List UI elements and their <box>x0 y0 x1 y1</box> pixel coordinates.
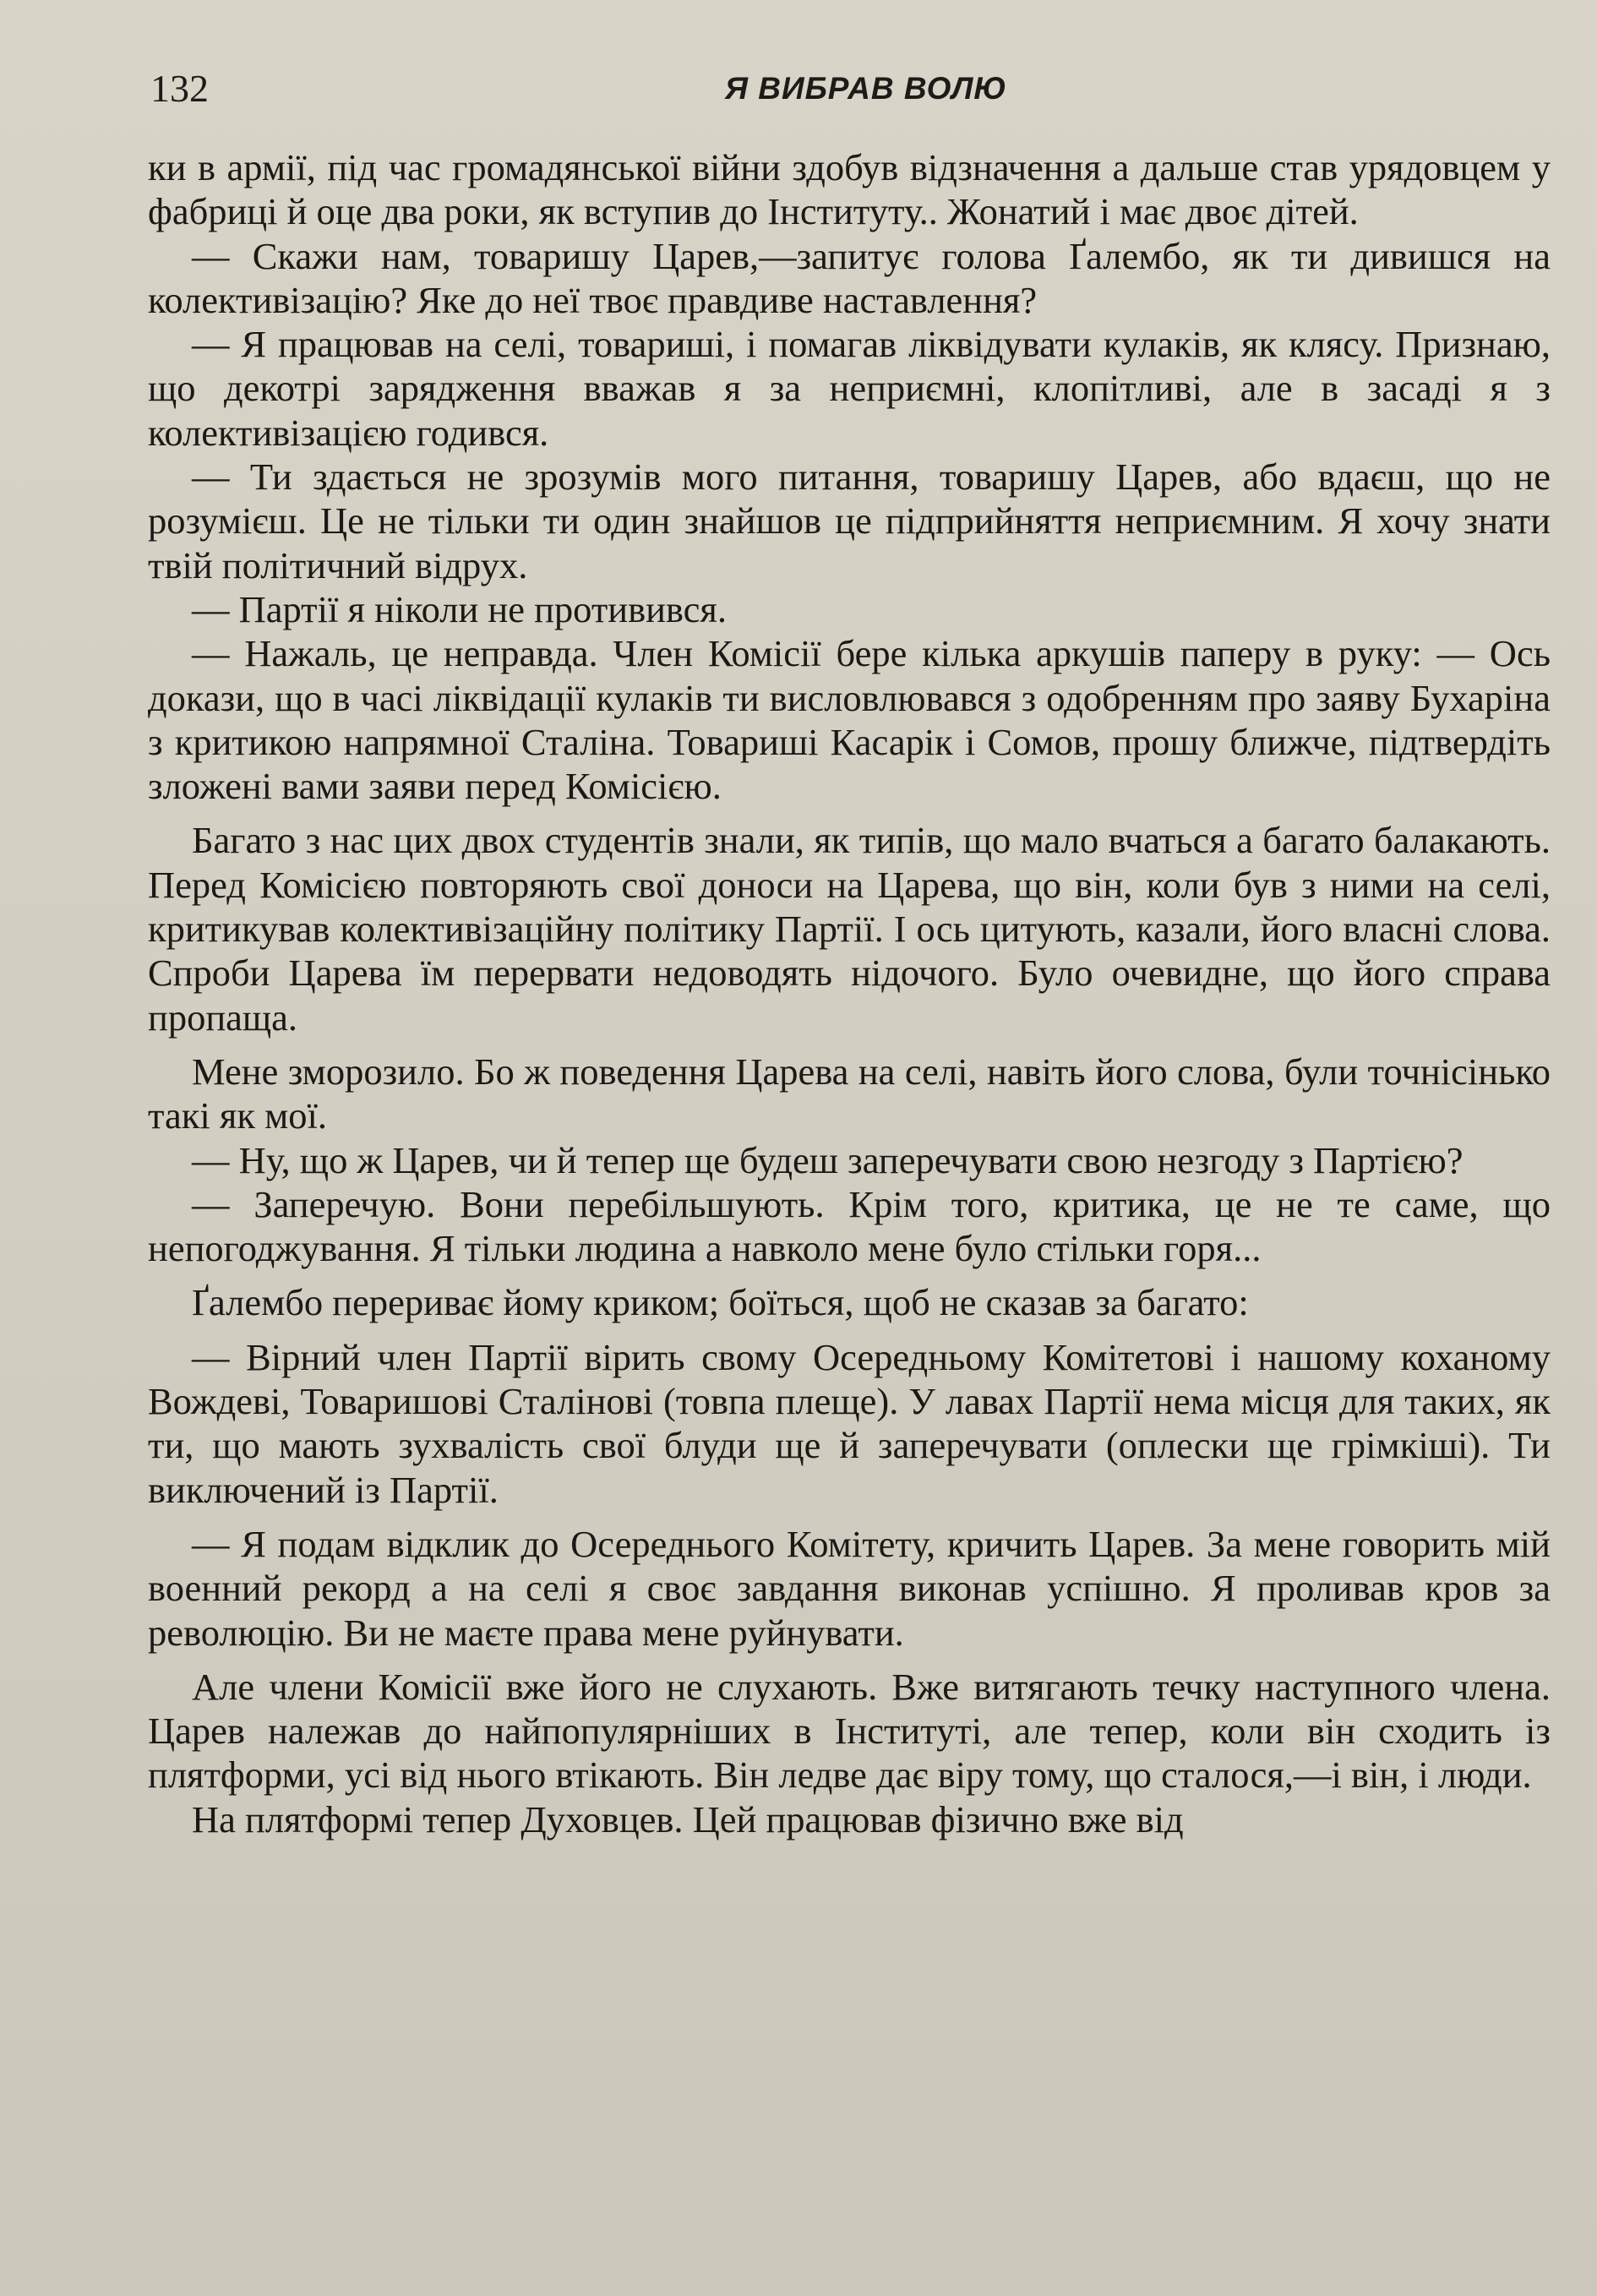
paragraph: — Ти здається не зрозумів мого питання, товаришу Царев, або вдаєш, що не розумієш. Це не тільки ти один знайшов це підприйняття неприємним. Я хочу знати твій політичний відрух. <box>148 455 1551 586</box>
page-number: 132 <box>150 67 209 110</box>
paragraph: На плятформі тепер Духовцев. Цей працював фізично вже від <box>192 1797 1184 1841</box>
paragraph: — Я працював на селі, товариші, і помагав ліквідувати кулаків, як клясу. Признаю, що декотрі зарядження вважав я за неприємні, клопітливі, але в засаді я з колективізацією годився. <box>148 323 1551 454</box>
paragraph: — Заперечую. Вони перебільшують. Крім того, критика, це не те саме, що непогоджування. Я тільки людина а навколо мене було стільки горя... <box>148 1182 1551 1270</box>
paragraph: Але члени Комісії вже його не слухають. Вже витягають течку наступного члена. Царев належав до найпопулярніших в Інституті, але тепер, коли він сходить із плятформи, усі від нього втікають. Він ледве дає віру тому, що сталося,—і він, і люди. <box>148 1665 1551 1797</box>
body-text <box>148 145 1551 1841</box>
paragraph: — Нажаль, це неправда. Член Комісії бере кілька аркушів паперу в руку: — Ось докази, що в часі ліквідації кулаків ти висловлювався з одобренням про заяву Бухаріна з критикою напрямної Сталіна. Товариші Касарік і Сомов, прошу ближче, підтвердіть зложені вами заяви перед Комісією. <box>148 632 1551 808</box>
paragraph: ки в армії, під час громадянської війни здобув відзначення а дальше став урядовцем у фабриці й оце два роки, як вступив до Інституту.. Жонатий і має двоє дітей. <box>148 146 1551 233</box>
paragraph: — Вірний член Партії вірить свому Осередньому Комітетові і нашому коханому Вождеві, Товаришові Сталінові (товпа плеще). У лавах Партії нема місця для таких, як ти, що мають зухвалість свої блуди ще й заперечувати (оплески ще грімкіші). Ти виключений із Партії. <box>148 1335 1551 1511</box>
paragraph: — Скажи нам, товаришу Царев,—запитує голова Ґалембо, як ти дивишся на колективізацію? Яке до неї твоє правдиве наставлення? <box>148 234 1551 321</box>
page-header <box>150 66 1545 117</box>
paragraph: Мене зморозило. Бо ж поведення Царева на селі, навіть його слова, були точнісінько такі як мої. <box>148 1050 1551 1137</box>
running-title: Я ВИБРАВ ВОЛЮ <box>725 71 1007 106</box>
paragraph: Багато з нас цих двох студентів знали, як типів, що мало вчаться а багато балакають. Перед Комісією повторяють свої доноси на Царева, що він, коли був з ними на селі, критикував колективізаційну політику Партії. І ось цитують, казали, його власні слова. Спроби Царева їм перервати недоводять нідочого. Було очевидне, що його справа пропаща. <box>148 819 1551 1039</box>
paragraph: — Партії я ніколи не противився. <box>192 587 728 630</box>
paragraph: — Ну, що ж Царев, чи й тепер ще будеш заперечувати свою незгоду з Партією? <box>192 1138 1463 1181</box>
paragraph: Ґалембо перериває йому криком; боїться, щоб не сказав за багато: <box>192 1281 1249 1324</box>
paragraph: — Я подам відклик до Осереднього Комітету, кричить Царев. За мене говорить мій военний рекорд а на селі я своє завдання виконав успішно. Я проливав кров за революцію. Ви не маєте права мене руйнувати. <box>148 1522 1551 1654</box>
